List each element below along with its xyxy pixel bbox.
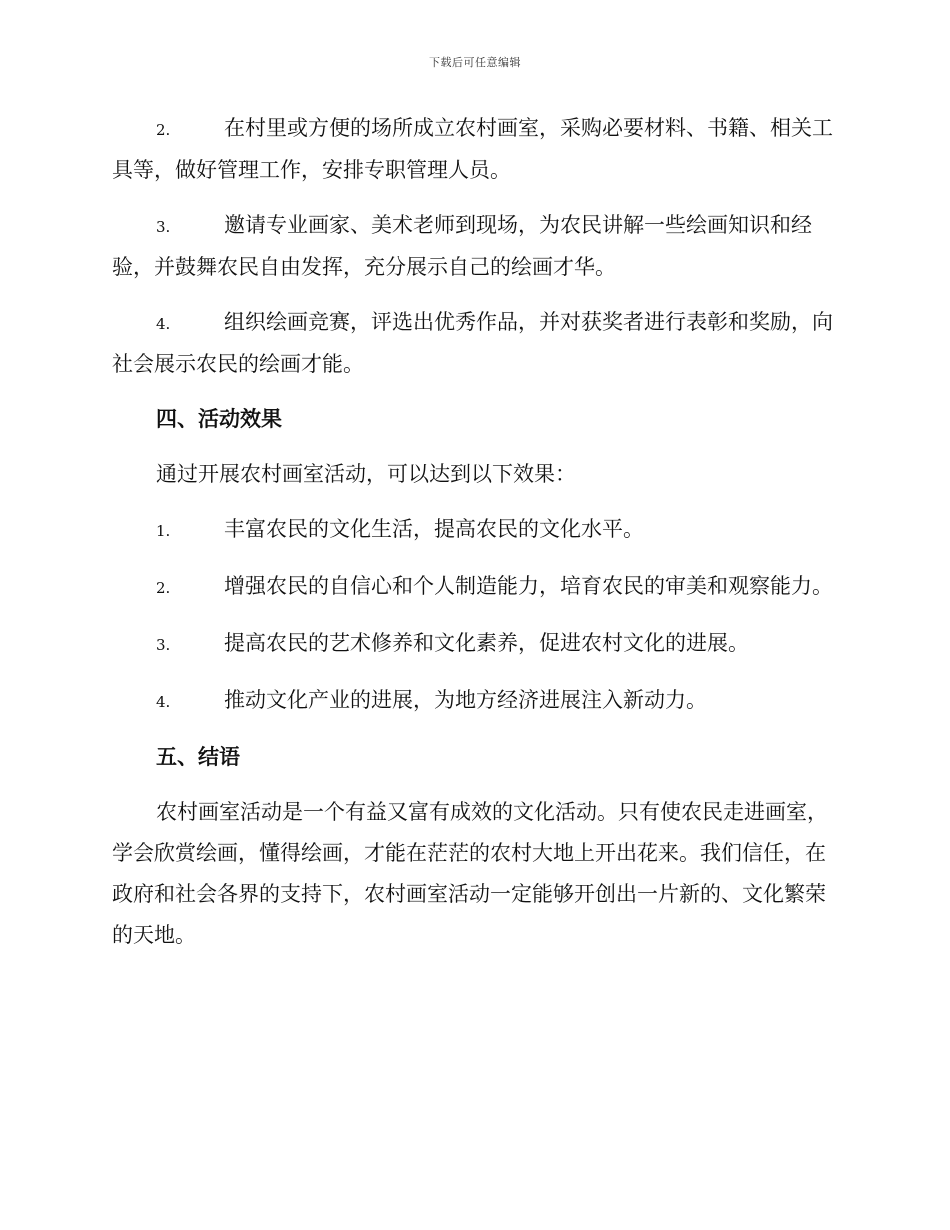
list-item [112,509,836,551]
section-intro: 通过开展农村画室活动，可以达到以下效果： [156,462,576,486]
list-item-number: 4. [156,693,171,711]
list-item-number: 3. [156,218,171,236]
list-item [112,108,836,190]
list-item-text: 在村里或方便的场所成立农村画室，采购必要材料、书籍、相关工具等，做好管理工作，安排专职管理人员。 [112,116,833,182]
list-item-text: 丰富农民的文化生活，提高农民的文化水平。 [224,517,644,541]
page-header: 下载后可任意编辑 [429,56,521,69]
list-item [112,205,836,287]
list-item [112,302,836,384]
list-item-text: 组织绘画竞赛，评选出优秀作品，并对获奖者进行表彰和奖励，向社会展示农民的绘画才能。 [112,310,833,376]
list-item-text: 推动文化产业的进展，为地方经济进展注入新动力。 [224,688,707,712]
document-body [112,108,836,956]
list-item-number: 2. [156,121,171,139]
list-item [112,680,836,722]
list-item-number: 2. [156,579,171,597]
list-item [112,623,836,665]
list-item-number: 1. [156,522,171,540]
list-item-number: 4. [156,315,171,333]
list-item-number: 3. [156,636,171,654]
conclusion-paragraph: 农村画室活动是一个有益又富有成效的文化活动。只有使农民走进画室，学会欣赏绘画，懂得绘画，才能在茫茫的农村大地上开出花来。我们信任，在政府和社会各界的支持下，农村画室活动一定能够开创出一片新的、文化繁荣的天地。 [112,800,828,947]
section-heading-effects: 四、活动效果 [156,406,282,431]
list-item-text: 提高农民的艺术修养和文化素养，促进农村文化的进展。 [224,631,749,655]
list-item [112,566,836,608]
list-item-text: 增强农民的自信心和个人制造能力，培育农民的审美和观察能力。 [224,574,833,598]
list-item-text: 邀请专业画家、美术老师到现场，为农民讲解一些绘画知识和经验，并鼓舞农民自由发挥，充分展示自己的绘画才华。 [112,213,812,279]
section-heading-conclusion: 五、结语 [156,744,240,769]
